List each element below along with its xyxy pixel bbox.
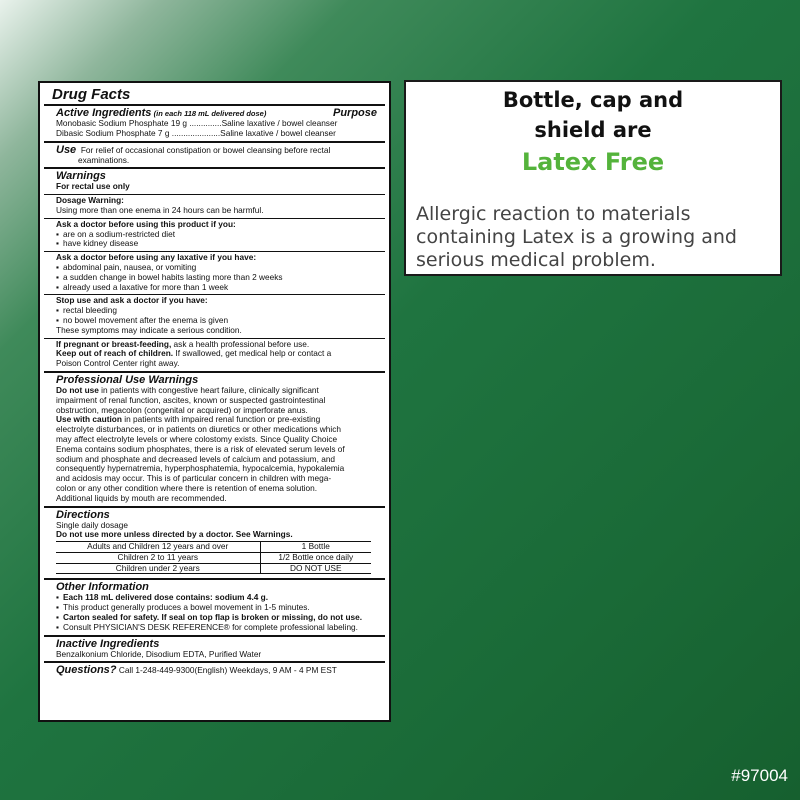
stop-use-heading: Stop use and ask a doctor if you have: <box>56 295 208 306</box>
list-item: ▪ are on a sodium-restricted diet <box>56 228 176 239</box>
stop-use <box>44 294 385 337</box>
sku-number: #97004 <box>731 766 788 785</box>
active-ingredient-row <box>56 129 385 139</box>
dosage-warning-heading: Dosage Warning: <box>56 195 124 206</box>
use-text-cont: examinations. <box>78 154 130 165</box>
list-item: ▪ no bowel movement after the enema is given <box>56 314 229 325</box>
inactive-ingredients-heading: Inactive Ingredients <box>56 637 160 650</box>
directions-heading: Directions <box>56 508 110 521</box>
directions-section: Directions Single daily dosage Do not use more unless directed by a doctor. See Warnings. Adults and Children 12 years and over 1 Bottle Children 2 to 11 years 1/2 Bottle once daily Children under 2 years DO NOT USE <box>44 506 385 579</box>
pregnancy-children-warning: If pregnant or breast-feeding, ask a health professional before use. Keep out of reach of children. If swallowed, get medical help or contact a Poison Control Center right away. <box>44 338 385 371</box>
active-ingredients-section <box>44 104 385 141</box>
ingredient-name: Dibasic Sodium Phosphate 7 g ..................... <box>56 127 221 138</box>
dosage-warning-text: Using more than one enema in 24 hours can be harmful. <box>56 204 264 215</box>
drug-facts-label <box>38 81 391 722</box>
list-item: ▪ have kidney disease <box>56 238 139 249</box>
questions-heading: Questions? <box>56 664 117 677</box>
other-information-section <box>44 578 385 634</box>
list-item: ▪ This product generally produces a bowel movement in 1-5 minutes. <box>56 602 310 613</box>
questions-section <box>44 661 385 678</box>
table-row: Children 2 to 11 years 1/2 Bottle once daily <box>56 552 371 563</box>
list-item: ▪ Each 118 mL delivered dose contains: sodium 4.4 g. <box>56 592 269 603</box>
dose-note: (in each 118 mL delivered dose) <box>153 109 267 118</box>
purpose-heading: Purpose <box>332 107 377 119</box>
list-item: ▪ Carton sealed for safety. If seal on top flap is broken or missing, do not use. <box>56 612 363 623</box>
latex-headline-line2: shield are <box>534 118 652 142</box>
use-text: For relief of occasional constipation or bowel cleansing before rectal <box>80 144 331 155</box>
dosage-table <box>56 541 371 574</box>
list-item: ▪ already used a laxative for more than 1 week <box>56 281 229 292</box>
warnings-heading: Warnings <box>56 170 106 183</box>
ingredient-purpose: Saline laxative / bowel cleanser <box>220 127 336 138</box>
latex-headline-line1: Bottle, cap and <box>502 88 684 112</box>
ask-doctor-product-heading: Ask a doctor before using this product if you: <box>56 218 236 229</box>
latex-free-label: Latex Free <box>521 148 665 176</box>
table-row: Children under 2 years DO NOT USE <box>56 563 371 574</box>
ingredient-name: Monobasic Sodium Phosphate 19 g .............. <box>56 118 222 128</box>
list-item: ▪ a sudden change in bowel habits lasting more than 2 weeks <box>56 271 283 282</box>
ask-doctor-product <box>44 218 385 251</box>
use-section <box>44 141 385 168</box>
warnings-section <box>44 167 385 194</box>
dosage-warning <box>44 194 385 218</box>
list-item: ▪ rectal bleeding <box>56 305 117 316</box>
ingredient-purpose: Saline laxative / bowel cleanser <box>221 118 338 128</box>
table-row: Adults and Children 12 years and over 1 Bottle <box>56 542 371 553</box>
drug-facts-title: Drug Facts <box>52 86 131 103</box>
other-information-heading: Other Information <box>56 581 149 594</box>
use-heading: Use <box>56 143 77 156</box>
list-item: ▪ Consult PHYSICIAN'S DESK REFERENCE® for complete professional labeling. <box>56 621 358 632</box>
questions-phone: Call 1-248-449-9300(English) Weekdays, 9 AM - 4 PM EST <box>118 665 337 676</box>
inactive-ingredients-text: Benzalkonium Chloride, Disodium EDTA, Purified Water <box>56 648 262 659</box>
latex-free-panel <box>404 80 782 276</box>
ask-doctor-laxative-heading: Ask a doctor before using any laxative if you have: <box>56 252 257 263</box>
stop-use-note: These symptoms may indicate a serious condition. <box>56 324 242 335</box>
latex-allergy-text: Allergic reaction to materials containing Latex is a growing and serious medical problem. <box>416 203 737 271</box>
professional-use-heading: Professional Use Warnings <box>56 373 199 386</box>
rectal-use-note: For rectal use only <box>56 181 130 192</box>
inactive-ingredients-section <box>44 635 385 662</box>
professional-use-section: Professional Use Warnings Do not use in patients with congestive heart failure, clinically significant impairment of renal function, ascites, known or suspected gastrointestinal obstruction, megacolon (congenital or acquired) or imperforate anus. Use with caution in patients with impaired renal function or pre-existing electrolyte disturbances, or in patients on diuretics or other medications which may affect electrolyte levels or where colostomy exists. Since Quality Choice Enema contains sodium phosphates, there is a risk of elevated serum levels of sodium and phosphate and decreased levels of calcium and potassium, and consequently hypernatremia, hyperphosphatemia, hypocalcemia, hypokalemia and acidosis may occur. This is of particular concern in children with mega- colon or any other condition where there is retention of enema solution. Additional liquids by mouth are recommended. <box>44 371 385 506</box>
ask-doctor-laxative <box>44 251 385 294</box>
list-item: ▪ abdominal pain, nausea, or vomiting <box>56 261 197 272</box>
active-ingredients-heading: Active Ingredients <box>56 107 152 119</box>
